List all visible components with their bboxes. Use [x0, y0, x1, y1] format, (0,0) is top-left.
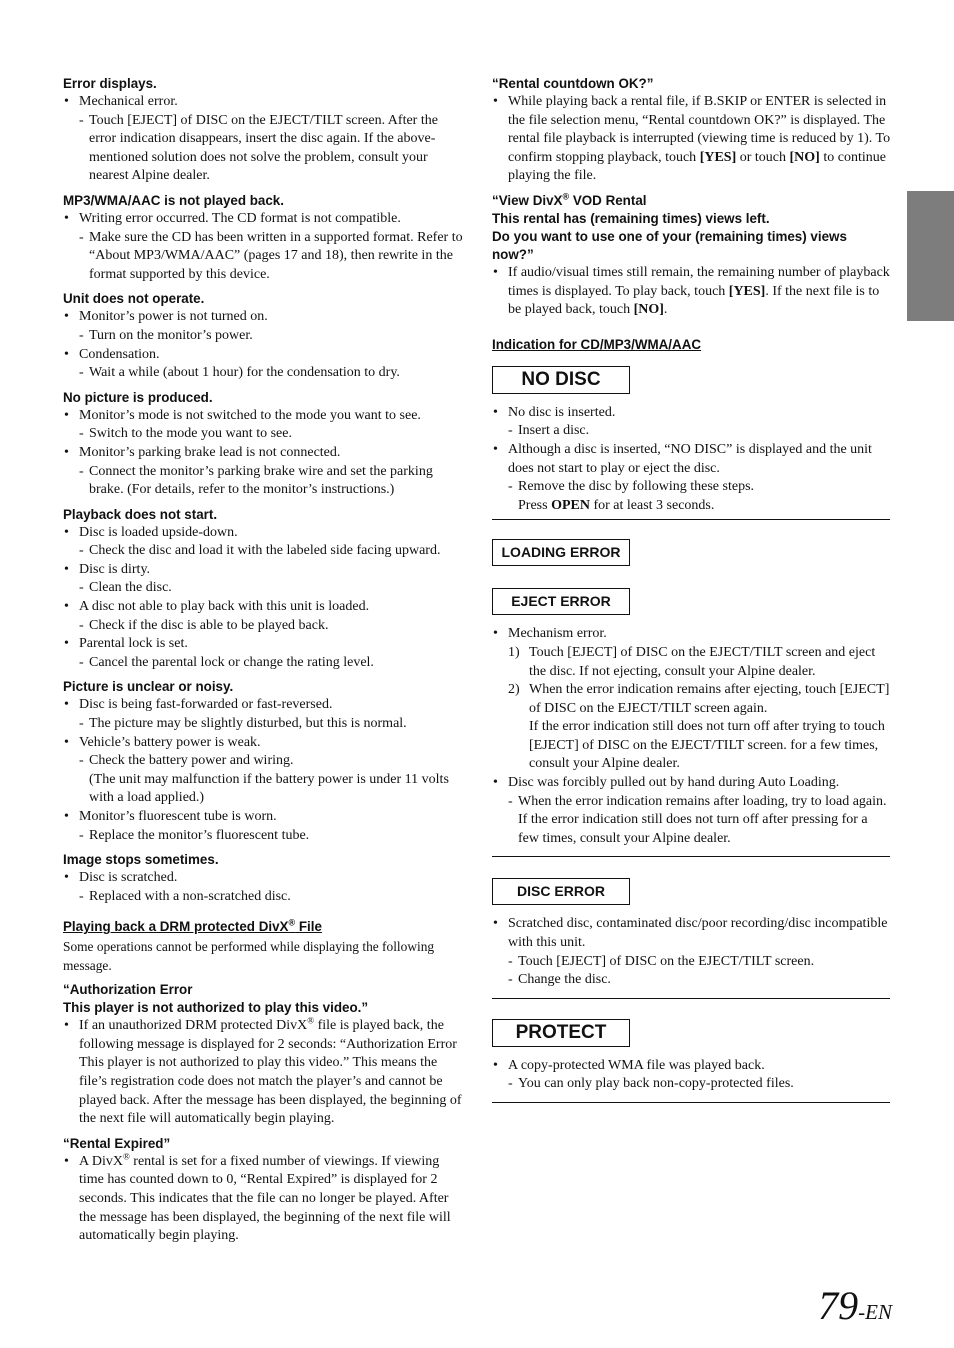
drm-section-heading: [63, 918, 463, 936]
message-heading: Do you want to use one of your (remaining times) views now?”: [492, 228, 847, 262]
dash-item: - Change the disc.: [492, 971, 892, 990]
intro-text: Some operations cannot be performed while displaying the following message.: [63, 939, 435, 973]
dash-item: - Check the battery power and wiring.: [63, 752, 463, 771]
bullet-item: • Mechanism error.: [492, 625, 892, 644]
bullet-item: • Parental lock is set.: [63, 635, 463, 654]
text: file is played back, the following message is displayed for 2 seconds: “Authorization Error This player is not authorized to play this video.” This means the file’s registration code does not match the player’s and cannot be played back. After the message has been displayed, the beginning of the next file will automatically begin playing.: [79, 1018, 462, 1127]
text: If audio/visual times still remain, the remaining number of playback times is displayed. To play back, touch: [508, 264, 890, 299]
no-key: [NO]: [789, 149, 820, 165]
text: Press: [518, 497, 552, 513]
section-heading: Picture is unclear or noisy.: [63, 679, 234, 695]
message-heading: This rental has (remaining times) views left.: [492, 210, 770, 226]
bullet-item: • Scratched disc, contaminated disc/poor recording/disc incompatible with this unit.: [492, 915, 892, 952]
yes-key: [YES]: [699, 149, 737, 165]
bullet-item: • Writing error occurred. The CD format is not compatible.: [63, 210, 463, 229]
bullet-item: • Monitor’s mode is not switched to the mode you want to see.: [63, 407, 463, 426]
bullet-item: • Vehicle’s battery power is weak.: [63, 734, 463, 753]
heading-text: Playing back a DRM protected DivX: [63, 919, 289, 935]
dash-item: - Insert a disc.: [492, 422, 892, 441]
section-tab: [907, 191, 954, 321]
bullet-item: [492, 93, 892, 186]
text: . If the next file is to be played back, touch: [508, 283, 880, 318]
bullet-item: • No disc is inserted.: [492, 404, 892, 423]
disc-error-indicator-wrap: [492, 878, 892, 905]
dash-item: - Check if the disc is able to be played back.: [63, 617, 463, 636]
dash-item: - The picture may be slightly disturbed, but this is normal.: [63, 715, 463, 734]
bullet-item: • Disc is being fast-forwarded or fast-reversed.: [63, 696, 463, 715]
bullet-item: • Mechanical error.: [63, 93, 463, 112]
dash-item: - You can only play back non-copy-protected files.: [492, 1075, 892, 1094]
yes-key: [YES]: [728, 283, 766, 299]
open-key: OPEN: [551, 497, 590, 513]
continuation-text: [492, 497, 892, 516]
registered-mark: ®: [562, 191, 570, 202]
protect-indicator-wrap: [492, 1019, 892, 1047]
bullet-item: • A copy-protected WMA file was played back.: [492, 1057, 892, 1076]
dash-item: - Check the disc and load it with the labeled side facing upward.: [63, 542, 463, 561]
numbered-item: [492, 681, 892, 718]
dash-item: - Switch to the mode you want to see.: [63, 425, 463, 444]
left-column: [63, 72, 463, 1246]
heading-text: File: [295, 919, 322, 935]
dash-item: - Remove the disc by following these steps.: [492, 478, 892, 497]
text: A DivX: [79, 1153, 123, 1169]
item-number: 2): [508, 682, 520, 698]
section-heading: Unit does not operate.: [63, 291, 205, 307]
section-heading: MP3/WMA/AAC is not played back.: [63, 192, 284, 208]
disc-error-indicator: DISC ERROR: [492, 878, 630, 905]
section-heading: No picture is produced.: [63, 389, 213, 405]
continuation-text: (The unit may malfunction if the battery power is under 11 volts with a load applied.): [89, 771, 449, 806]
bullet-item: • Disc is scratched.: [63, 869, 463, 888]
dash-item: - Touch [EJECT] of DISC on the EJECT/TILT screen. After the error indication disappears, insert the disc again. If the above-mentioned solution does not solve the problem, consult your nearest Alpine dealer.: [63, 112, 463, 186]
continuation-text: If the error indication still does not turn off after trying to touch [EJECT] of DISC on the EJECT/TILT screen. for a few times, consult your Alpine dealer.: [529, 719, 885, 772]
numbered-item: [492, 644, 892, 681]
text: If an unauthorized DRM protected DivX: [79, 1018, 308, 1034]
bullet-item: • Disc was forcibly pulled out by hand during Auto Loading.: [492, 774, 892, 793]
section-divider: [492, 519, 890, 520]
bullet-item: [63, 1153, 463, 1246]
message-heading: “Rental countdown OK?”: [492, 76, 654, 91]
bullet-item: • Although a disc is inserted, “NO DISC” is displayed and the unit does not start to play or eject the disc.: [492, 441, 892, 478]
dash-item: - Make sure the CD has been written in a supported format. Refer to “About MP3/WMA/AAC” (pages 17 and 18), then rewrite in the format supported by this device.: [63, 229, 463, 285]
message-heading: [492, 192, 892, 210]
text: Touch [EJECT] of DISC on the EJECT/TILT screen and eject the disc. If not ejecting, consult your Alpine dealer.: [529, 644, 876, 679]
bullet-item: • Monitor’s parking brake lead is not connected.: [63, 444, 463, 463]
section-heading: Error displays.: [63, 76, 157, 91]
bullet-item: [63, 1017, 463, 1129]
text: When the error indication remains after ejecting, touch [EJECT] of DISC on the EJECT/TILT screen again.: [529, 682, 890, 716]
registered-mark: ®: [122, 1151, 130, 1162]
right-column: [492, 72, 892, 1103]
bullet-item: • Condensation.: [63, 346, 463, 365]
dash-item: - Replaced with a non-scratched disc.: [63, 888, 463, 907]
section-heading: Playback does not start.: [63, 506, 218, 522]
dash-item: - Wait a while (about 1 hour) for the condensation to dry.: [63, 364, 463, 383]
indication-heading: Indication for CD/MP3/WMA/AAC: [492, 336, 702, 352]
dash-item: - When the error indication remains after loading, try to load again.: [492, 793, 892, 812]
text: .: [663, 302, 668, 318]
eject-error-indicator-wrap: [492, 588, 892, 615]
no-disc-indicator-wrap: [492, 366, 892, 394]
bullet-item: [492, 264, 892, 320]
section-heading: Image stops sometimes.: [63, 852, 219, 868]
text: to continue playing the file.: [508, 149, 886, 184]
dash-item: - Turn on the monitor’s power.: [63, 327, 463, 346]
text: or touch: [736, 149, 790, 165]
section-divider: [492, 1102, 890, 1103]
no-key: [NO]: [633, 302, 664, 318]
dash-item: - Cancel the parental lock or change the rating level.: [63, 654, 463, 673]
text: for at least 3 seconds.: [589, 497, 715, 513]
section-divider: [492, 998, 890, 999]
loading-error-indicator-wrap: [492, 539, 892, 566]
section-divider: [492, 856, 890, 857]
protect-indicator: PROTECT: [492, 1019, 630, 1047]
text: rental is set for a fixed number of viewings. If viewing time has counted down to 0, “Rental Expired” is displayed for 2 seconds. This indicates that the file can no longer be played. After the message has been displayed, the beginning of the next file will automatically begin playing.: [79, 1153, 451, 1244]
page-language-suffix: -EN: [858, 1300, 892, 1324]
bullet-item: • Disc is dirty.: [63, 561, 463, 580]
text: While playing back a rental file, if B.SKIP or ENTER is selected in the file selection menu, “Rental countdown OK?” is displayed. The rental file playback is interrupted (viewing time is reduced by 1). To confirm stopping playback, touch: [508, 94, 891, 165]
eject-error-indicator: EJECT ERROR: [492, 588, 630, 615]
registered-mark: ®: [288, 917, 296, 928]
message-heading: “Rental Expired”: [63, 1135, 171, 1151]
page-number-value: 79: [818, 1283, 859, 1328]
dash-item: - Touch [EJECT] of DISC on the EJECT/TILT screen.: [492, 953, 892, 972]
loading-error-indicator: LOADING ERROR: [492, 539, 630, 566]
bullet-item: • Disc is loaded upside-down.: [63, 524, 463, 543]
bullet-item: • Monitor’s power is not turned on.: [63, 308, 463, 327]
registered-mark: ®: [307, 1015, 315, 1026]
message-heading: “Authorization Error: [63, 982, 193, 998]
item-number: 1): [508, 644, 520, 660]
text: “View DivX: [492, 192, 563, 208]
dash-item: - Replace the monitor’s fluorescent tube.: [63, 827, 463, 846]
dash-item: - Clean the disc.: [63, 579, 463, 598]
bullet-item: • Monitor’s fluorescent tube is worn.: [63, 808, 463, 827]
text: VOD Rental: [569, 192, 647, 208]
continuation-text: If the error indication still does not turn off after pressing for a few times, consult your Alpine dealer.: [518, 812, 868, 846]
no-disc-indicator: NO DISC: [492, 366, 630, 394]
page-number: [818, 1282, 892, 1329]
message-heading: This player is not authorized to play this video.”: [63, 1000, 369, 1016]
bullet-item: • A disc not able to play back with this unit is loaded.: [63, 598, 463, 617]
dash-item: - Connect the monitor’s parking brake wire and set the parking brake. (For details, refer to the monitor’s instructions.): [63, 463, 463, 500]
